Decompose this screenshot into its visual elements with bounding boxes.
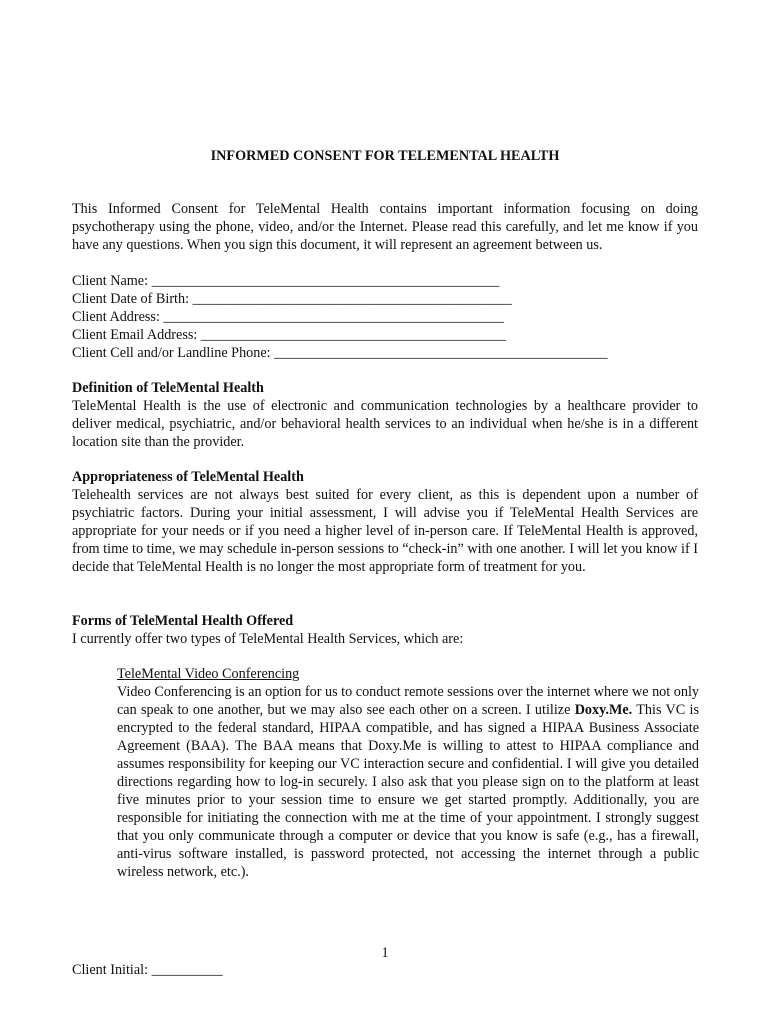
document-title: INFORMED CONSENT FOR TELEMENTAL HEALTH xyxy=(210,148,560,164)
video-body-part-1: Video Conferencing is an option for us to conduct remote sessions over the internet where we not only can speak to one another, but we may also see each other on a screen. I utilize xyxy=(117,684,699,718)
client-dob-blank[interactable]: _____________________________________________ xyxy=(192,291,512,307)
appropriateness-body: Telehealth services are not always best suited for every client, as this is dependent upon a number of psychiatric factors. During your initial assessment, I will advise you if TeleMental Health Services are appropriate for your needs or if you need a higher level of in-person care. If TeleMental Health is approved, from time to time, we may schedule in-person sessions to “check-in” with one another. I will let you know if I decide that TeleMental Health is no longer the most appropriate form of treatment for you. xyxy=(72,487,698,575)
forms-heading: Forms of TeleMental Health Offered xyxy=(72,613,294,629)
client-name-field[interactable] xyxy=(72,272,698,290)
client-initial-label: Client Initial: xyxy=(72,962,152,978)
platform-name: Doxy.Me. xyxy=(574,702,633,718)
client-initial-field[interactable] xyxy=(72,961,223,979)
client-address-blank[interactable]: ________________________________________________ xyxy=(163,309,504,325)
video-conferencing-subheading: TeleMental Video Conferencing xyxy=(117,666,300,682)
forms-section xyxy=(72,612,698,648)
client-name-label: Client Name: xyxy=(72,273,152,289)
page-number: 1 xyxy=(381,945,389,961)
client-initial-blank[interactable]: __________ xyxy=(151,962,223,978)
video-body-part-2: This VC is encrypted to the federal standard, HIPAA compatible, and has signed a HIPAA Business Associate Agreement (BAA). The BAA means that Doxy.Me is willing to attest to HIPAA compliance and assumes responsibility for keeping our VC interaction secure and confidential. I will give you detailed directions regarding how to log-in securely. I also ask that you please sign on to the platform at least five minutes prior to your session time to ensure we get started promptly. Additionally, you are responsible for initiating the connection with me at the time of your appointment. I strongly suggest that you only communicate through a computer or device that you know is safe (e.g., has a firewall, anti-virus software installed, is password protected, not accessing the internet through a public wireless network, etc.). xyxy=(117,702,699,880)
client-dob-label: Client Date of Birth: xyxy=(72,291,193,307)
client-phone-blank[interactable]: _______________________________________________ xyxy=(274,345,608,361)
video-conferencing-section xyxy=(117,665,699,881)
appropriateness-section xyxy=(72,468,698,576)
client-email-label: Client Email Address: xyxy=(72,327,201,343)
video-conferencing-body xyxy=(117,683,699,881)
client-email-field[interactable] xyxy=(72,326,698,344)
client-address-label: Client Address: xyxy=(72,309,164,325)
client-name-blank[interactable]: _________________________________________________ xyxy=(151,273,500,289)
client-email-blank[interactable]: ___________________________________________ xyxy=(200,327,506,343)
client-dob-field[interactable] xyxy=(72,290,698,308)
client-phone-field[interactable] xyxy=(72,344,698,362)
intro-paragraph: This Informed Consent for TeleMental Health contains important information focusing on doing psychotherapy using the phone, video, and/or the Internet. Please read this carefully, and let me know if you have any questions. When you sign this document, it will represent an agreement between us. xyxy=(72,201,698,253)
client-address-field[interactable] xyxy=(72,308,698,326)
appropriateness-heading: Appropriateness of TeleMental Health xyxy=(72,469,304,485)
definition-section xyxy=(72,379,698,451)
definition-heading: Definition of TeleMental Health xyxy=(72,380,264,396)
definition-body: TeleMental Health is the use of electronic and communication technologies by a healthcare provider to deliver medical, psychiatric, and/or behavioral health services to an individual when he/she is in a different location site than the provider. xyxy=(72,398,698,450)
forms-intro: I currently offer two types of TeleMental Health Services, which are: xyxy=(72,631,464,647)
client-phone-label: Client Cell and/or Landline Phone: xyxy=(72,345,275,361)
client-info-fields xyxy=(72,272,698,362)
